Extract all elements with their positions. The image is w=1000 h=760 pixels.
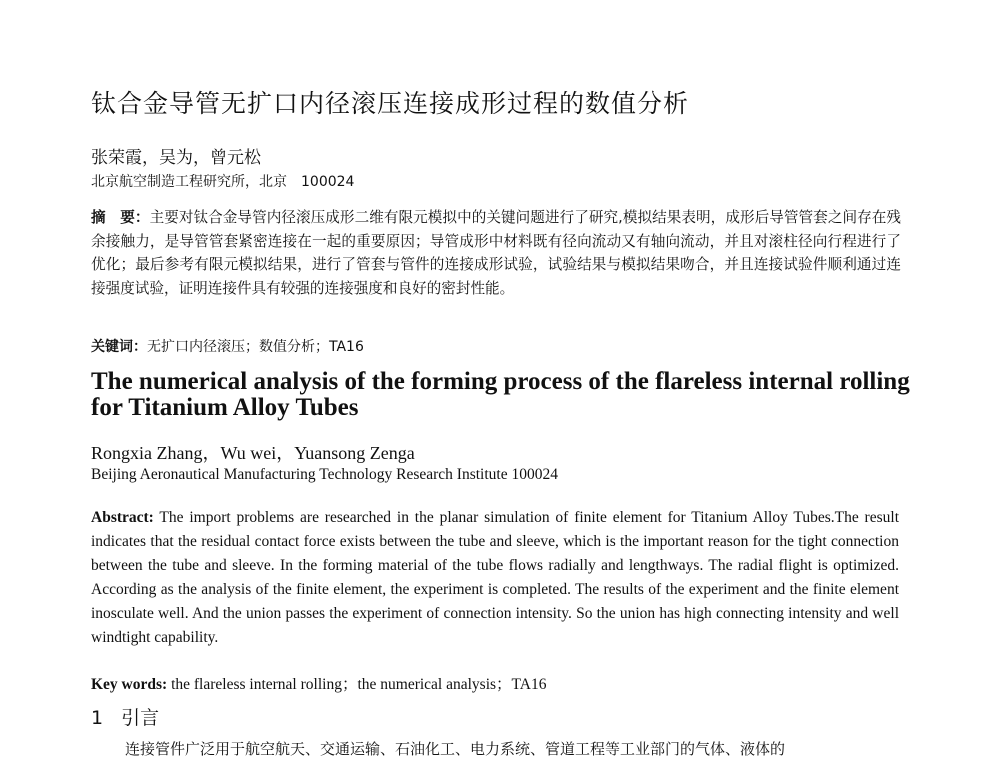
chinese-title: 钛合金导管无扩口内径滚压连接成形过程的数值分析 xyxy=(91,89,690,118)
english-keywords xyxy=(91,672,546,694)
chinese-keywords-text: 无扩口内径滚压；数值分析；TA16 xyxy=(147,339,364,355)
english-affiliation: Beijing Aeronautical Manufacturing Technology Research Institute 100024 xyxy=(91,466,558,483)
english-authors: Rongxia Zhang，Wu wei，Yuansong Zenga xyxy=(91,443,415,463)
chinese-keywords xyxy=(91,336,364,356)
section-heading xyxy=(91,703,159,730)
english-abstract xyxy=(91,506,899,650)
section-title: 引言 xyxy=(121,707,160,729)
chinese-abstract-text: 主要对钛合金导管内径滚压成形二维有限元模拟中的关键问题进行了研究,模拟结果表明，成形后导管管套之间存在残余接触力，是导管管套紧密连接在一起的重要原因；导管成形中材料既有径向流动又有轴向流动，并且对滚柱径向行程进行了优化；最后参考有限元模拟结果，进行了管套与管件的连接成形试验，试验结果与模拟结果吻合，并且连接试验件顺利通过连接强度试验，证明连接件具有较强的连接强度和良好的密封性能。 xyxy=(91,209,901,297)
chinese-keywords-label: 关键词： xyxy=(91,339,147,355)
english-title: The numerical analysis of the forming process of the flareless internal rolling for Titanium Alloy Tubes xyxy=(91,368,910,421)
english-keywords-label: Key words: xyxy=(91,676,168,693)
chinese-authors: 张荣霞，吴为，曾元松 xyxy=(91,148,261,168)
section-number: 1 xyxy=(91,707,104,729)
chinese-abstract xyxy=(91,206,901,300)
chinese-abstract-label: 摘 要： xyxy=(91,209,150,226)
english-abstract-text: The import problems are researched in the planar simulation of finite element for Titanium Alloy Tubes.The result indicates that the residual contact force exists between the tube and sleeve, which is the important reason for the tight connection between the tube and sleeve. In the forming material of the tube flows radially and lengthways. The radial flight is optimized. According as the analysis of the finite element, the experiment is completed. The results of the experiment and the finite element inosculate well. And the union passes the experiment of connection intensity. So the union has high connecting intensity and well windtight capability. xyxy=(91,509,899,646)
intro-paragraph: 连接管件广泛用于航空航天、交通运输、石油化工、电力系统、管道工程等工业部门的气体、液体的 xyxy=(125,740,786,758)
english-keywords-text: the flareless internal rolling；the numerical analysis；TA16 xyxy=(167,676,547,693)
english-abstract-label: Abstract: xyxy=(91,509,154,526)
chinese-affiliation: 北京航空制造工程研究所，北京 100024 xyxy=(91,174,355,190)
